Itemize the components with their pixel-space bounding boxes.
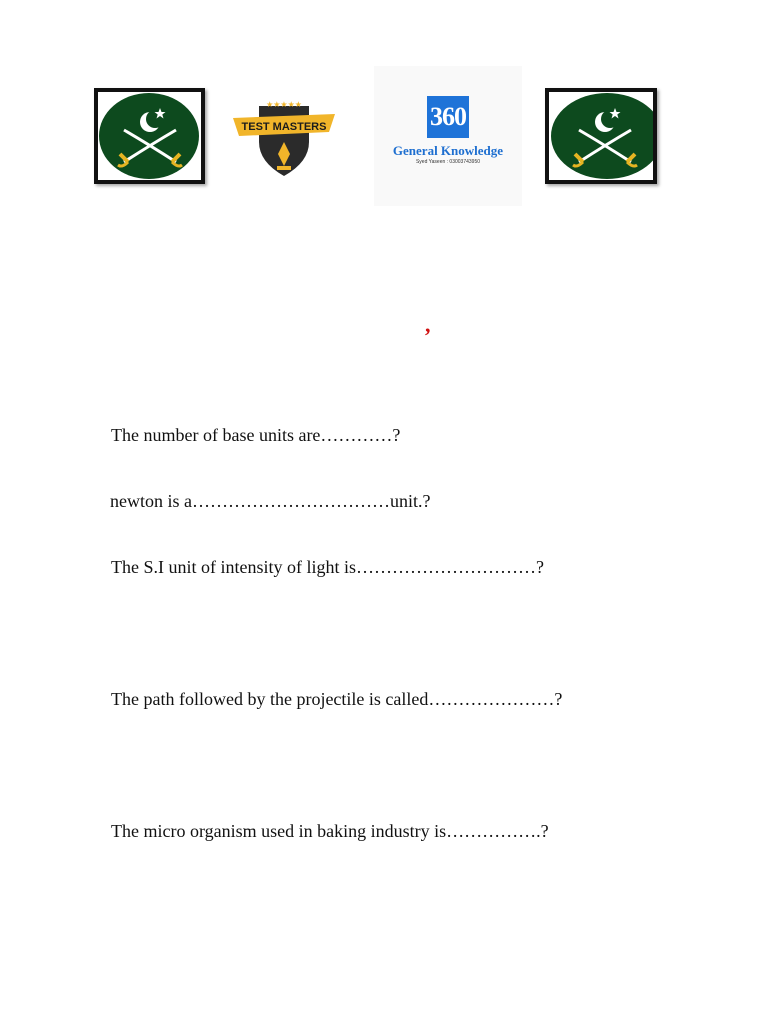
army-emblem-icon <box>98 92 201 180</box>
army-emblem-icon <box>549 92 653 180</box>
army-logo-left <box>94 88 205 184</box>
test-masters-text: TEST MASTERS <box>241 121 327 133</box>
question-3: The S.I unit of intensity of light is…………………………? <box>111 557 544 577</box>
question-1: The number of base units are…………? <box>111 425 401 445</box>
test-masters-logo <box>229 92 339 182</box>
army-logo-right <box>545 88 657 184</box>
gk-subtitle: Syed Yaseen : 03003743950 <box>415 159 481 165</box>
rating-stars: ★★★★★ <box>266 100 302 109</box>
general-knowledge-logo <box>374 66 522 206</box>
question-2: newton is a……………………………unit.? <box>110 491 431 511</box>
question-4: The path followed by the projectile is called…………………? <box>111 689 563 709</box>
stray-comma-mark: , <box>425 312 431 337</box>
question-5: The micro organism used in baking industry is…………….? <box>111 821 549 841</box>
gk-360-badge: 360 <box>427 96 469 138</box>
gk-title: General Knowledge <box>392 143 504 158</box>
